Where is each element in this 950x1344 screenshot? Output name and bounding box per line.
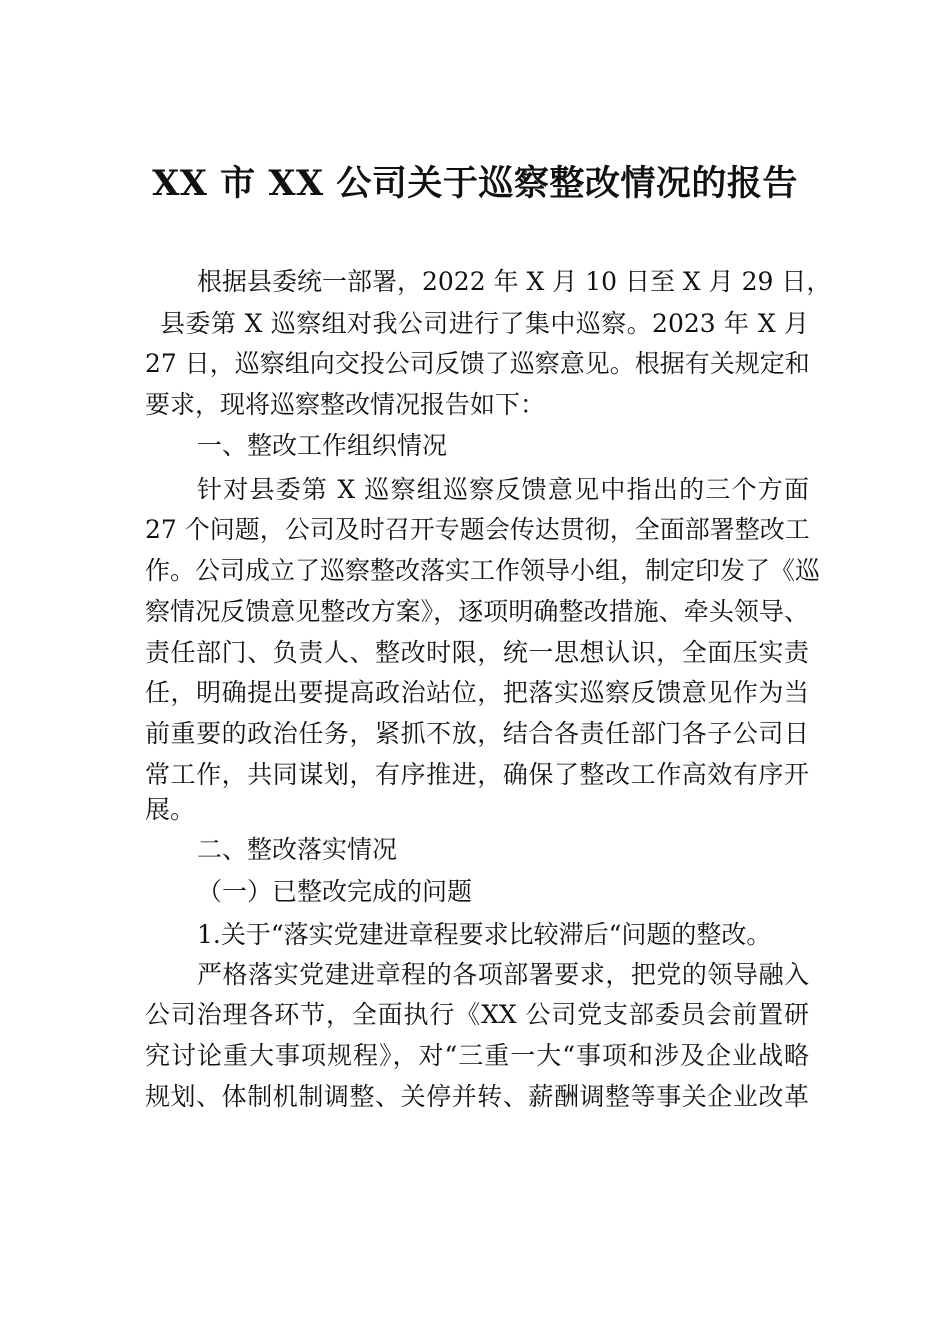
- paragraph-line: 任，明确提出要提高政治站位，把落实巡察反馈意见作为当: [145, 678, 809, 707]
- paragraph-line: 责任部门、负责人、整改时限，统一思想认识，全面压实责: [145, 638, 809, 667]
- paragraph-line: 作。公司成立了巡察整改落实工作领导小组，制定印发了《巡: [145, 556, 821, 585]
- paragraph-line: 公司治理各环节，全面执行《XX 公司党支部委员会前置研: [145, 1000, 809, 1029]
- section-heading: 二、整改落实情况: [197, 835, 398, 864]
- paragraph-line: 规划、体制机制调整、关停并转、薪酬调整等事关企业改革: [145, 1082, 809, 1111]
- document-title: XX 市 XX 公司关于巡察整改情况的报告: [152, 163, 798, 204]
- paragraph-line: 针对县委第 X 巡察组巡察反馈意见中指出的三个方面: [197, 475, 809, 504]
- item-heading: 1.关于“落实党建进章程要求比较滞后“问题的整改。: [197, 920, 772, 949]
- paragraph-line: 究讨论重大事项规程》，对“三重一大“事项和涉及企业战略: [145, 1041, 809, 1070]
- paragraph-line: 前重要的政治任务，紧抓不放，结合各责任部门各子公司日: [145, 719, 809, 748]
- paragraph-line: 展。: [145, 795, 196, 824]
- paragraph-line: 察情况反馈意见整改方案》，逐项明确整改措施、牵头领导、: [145, 597, 809, 626]
- paragraph-line: 严格落实党建进章程的各项部署要求，把党的领导融入: [197, 960, 809, 989]
- section-heading: 一、整改工作组织情况: [197, 431, 448, 460]
- paragraph-line: 要求，现将巡察整改情况报告如下：: [145, 390, 546, 419]
- paragraph-line: 27 个问题，公司及时召开专题会传达贯彻，全面部署整改工: [145, 515, 810, 544]
- paragraph-line: 县委第 X 巡察组对我公司进行了集中巡察。2023 年 X 月: [160, 309, 809, 338]
- paragraph-line: 常工作，共同谋划，有序推进，确保了整改工作高效有序开: [145, 760, 809, 789]
- paragraph-line: 27 日，巡察组向交投公司反馈了巡察意见。根据有关规定和: [145, 349, 810, 378]
- subsection-heading: （一）已整改完成的问题: [197, 877, 473, 906]
- paragraph-line: 根据县委统一部署，2022 年 X 月 10 日至 X 月 29 日，: [197, 267, 832, 296]
